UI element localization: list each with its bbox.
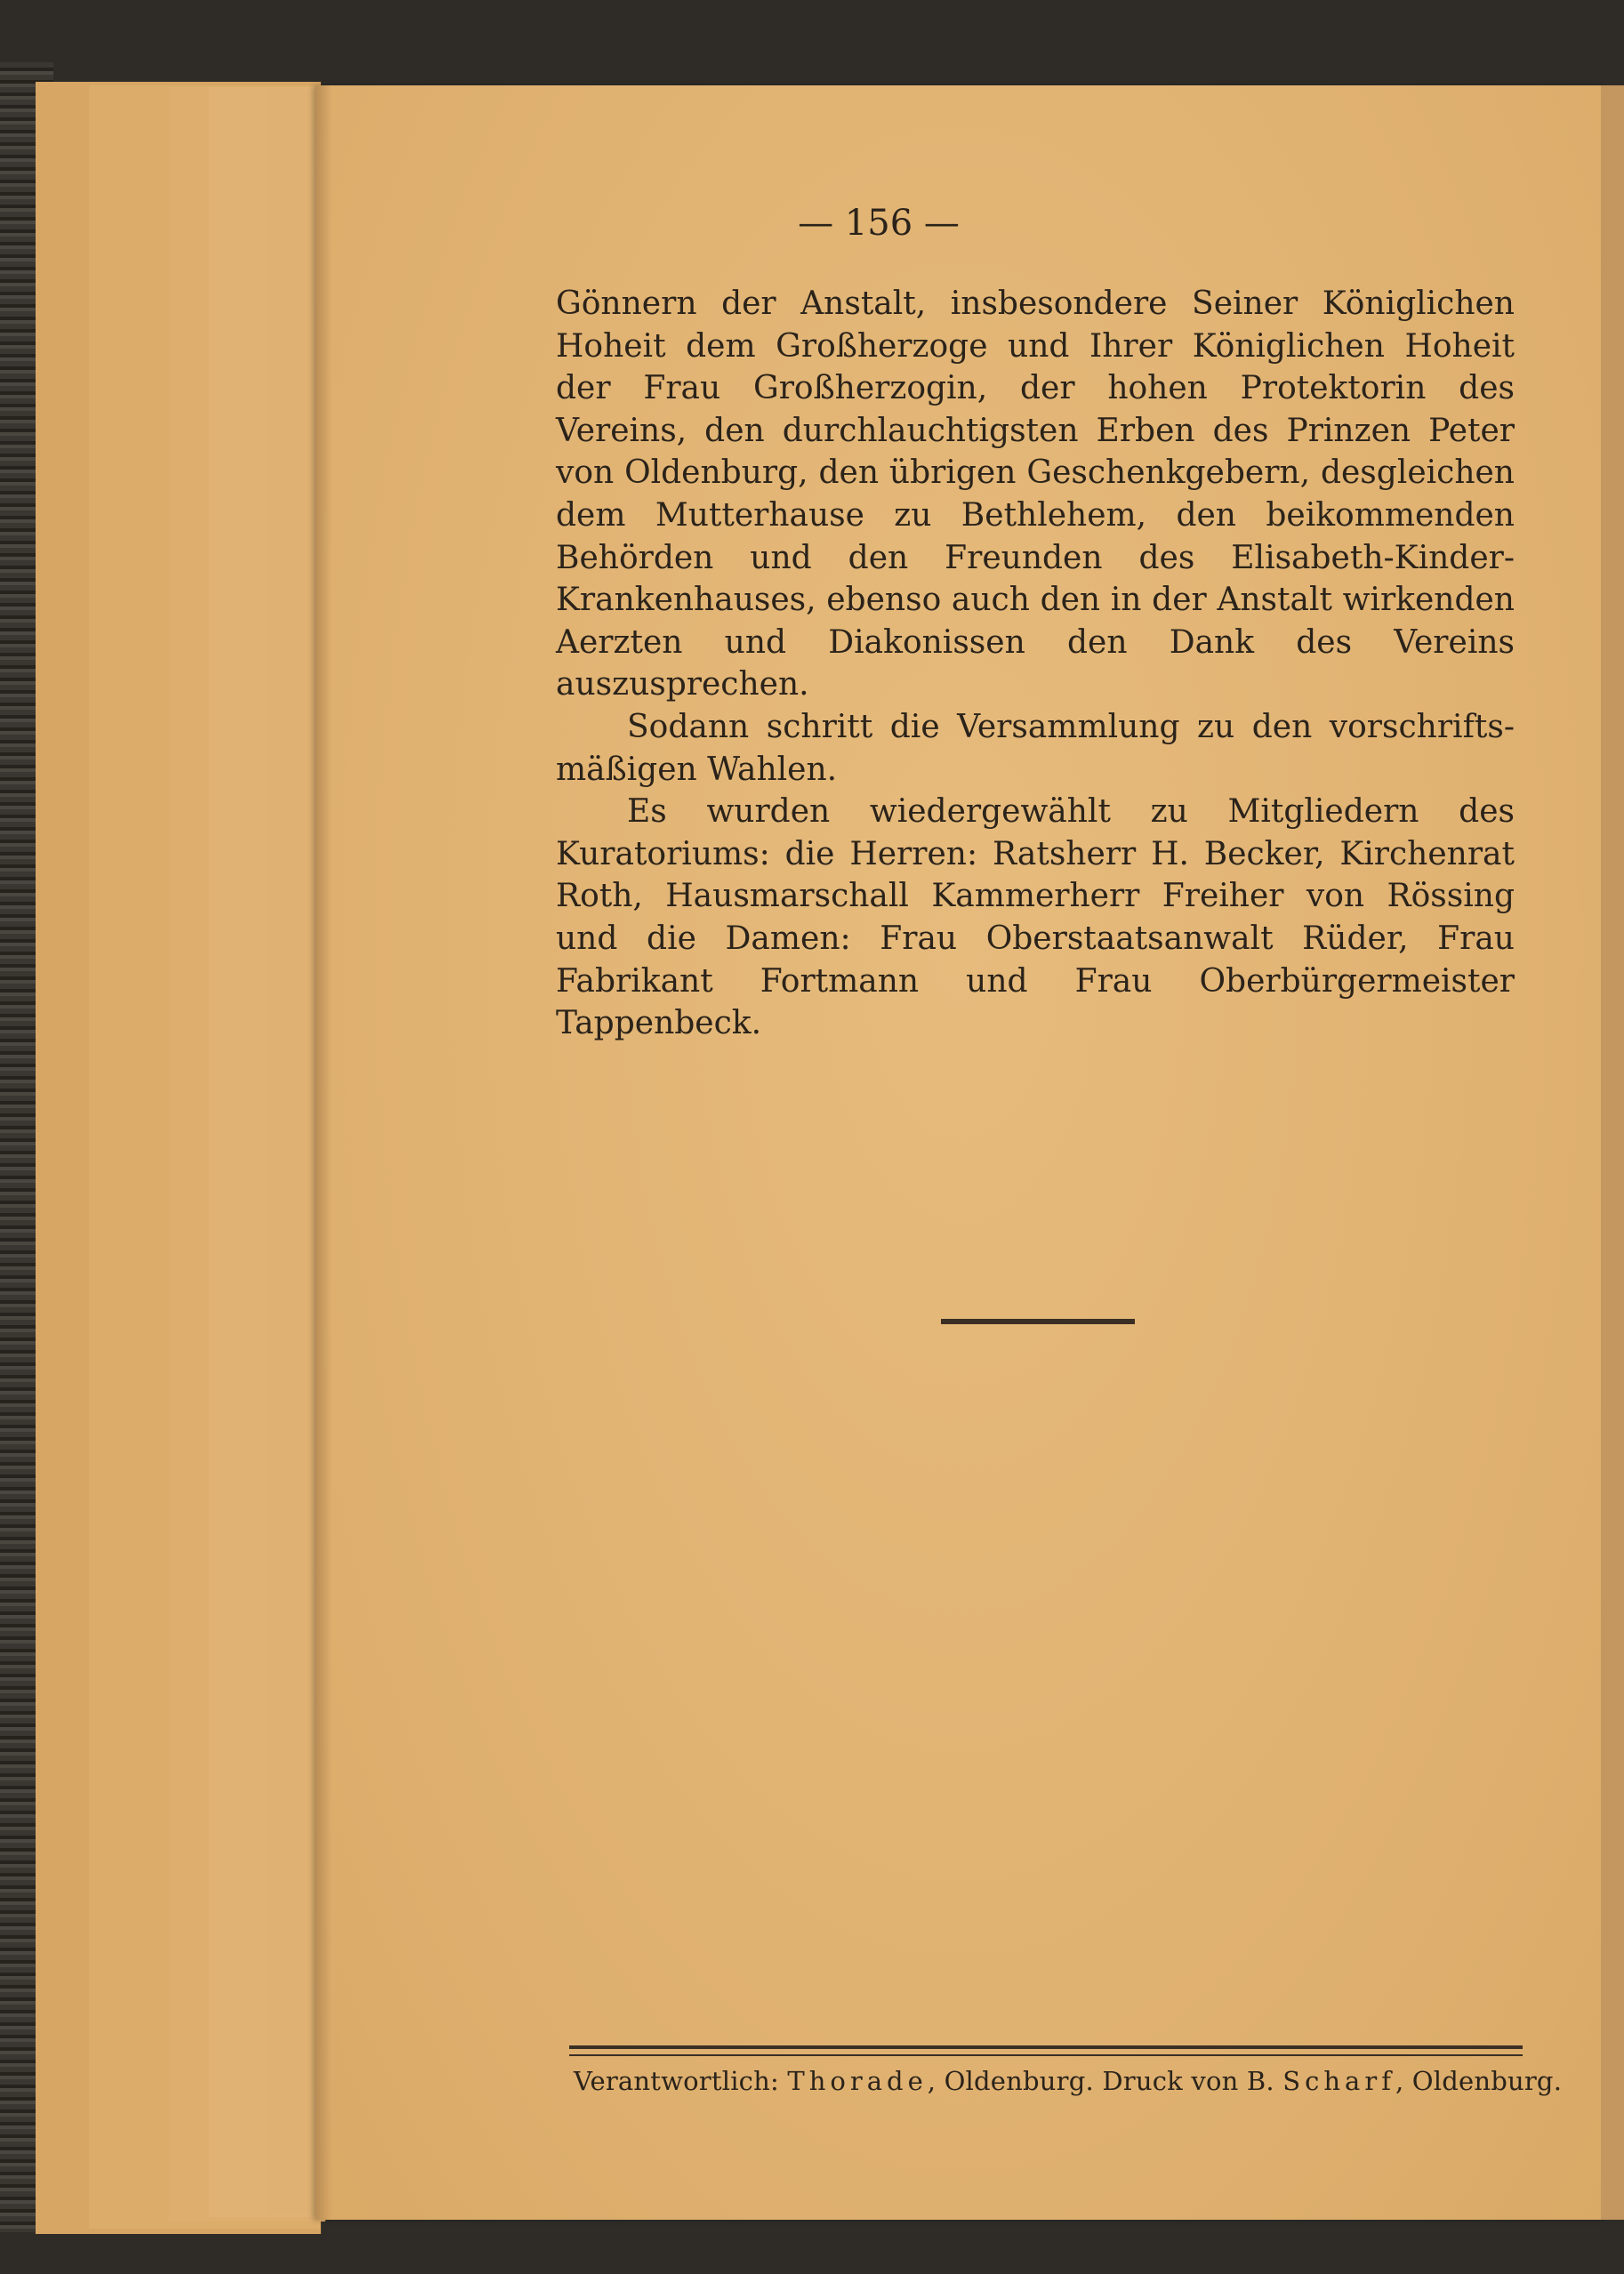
footer-rule [569, 2045, 1523, 2049]
next-page-edge [1601, 85, 1624, 2220]
imprint-printer: Scharf [1282, 2066, 1395, 2096]
footer-rule [569, 2054, 1523, 2056]
imprint-line [574, 2066, 1563, 2096]
body-text [556, 283, 1515, 1045]
imprint-editor: Thorade [787, 2066, 928, 2096]
paragraph: Gönnern der Anstalt, insbesondere Seiner Königlichen Hoheit dem Großherzoge und Ihrer Königlichen Hoheit der Frau Großherzogin, der hohen Protektorin des Vereins, den durchlauchtigsten Erben des Prinzen Peter von Oldenburg, den übrigen Geschenkgebern, desgleichen dem Mutterhause zu Bethlehem, den beikommenden Behörden und den Freunden des Elisabeth-Kinder-Krankenhauses, ebenso auch den in der Anstalt wirkenden Aerzten und Diakonissen den Dank des Vereins auszusprechen. [556, 285, 1515, 703]
section-divider [941, 1319, 1135, 1324]
imprint-suffix: , Oldenburg. [1395, 2066, 1563, 2096]
imprint-middle: , Oldenburg. Druck von B. [927, 2066, 1283, 2096]
imprint-prefix: Verantwortlich: [574, 2066, 788, 2096]
page-gutter-shadow [316, 85, 332, 2220]
page-number: — 156 — [798, 203, 960, 244]
paragraph: Es wurden wiedergewählt zu Mitgliedern des Kuratoriums: die Herren: Ratsherr H. Becker, Kirchenrat Roth, Hausmarschall Kammerherr Freiher von Rössing und die Damen: Frau Oberstaatsanwalt Rüder, Frau Fabrikant Fortmann und Frau Oberbürgermeister Tappenbeck. [556, 793, 1515, 1042]
book-cover-top [0, 0, 1624, 84]
paragraph: Sodann schritt die Versammlung zu den vorschrifts-mäßigen Wahlen. [556, 708, 1515, 788]
